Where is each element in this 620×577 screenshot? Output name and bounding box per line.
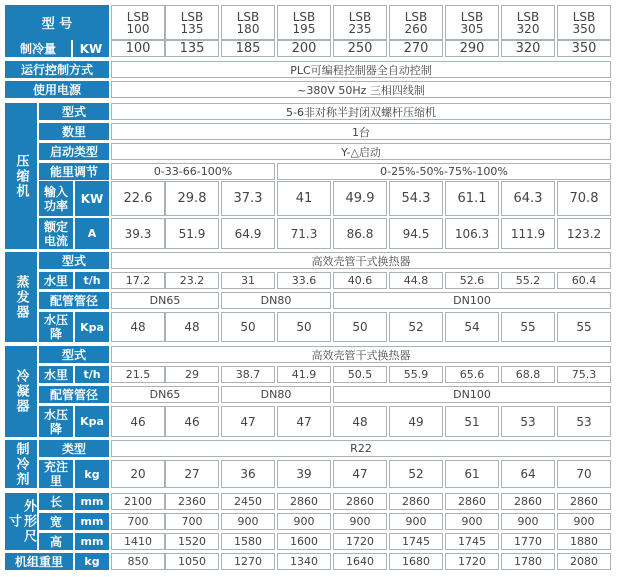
model-number: 180: [236, 21, 260, 36]
model-series: LSB: [180, 9, 204, 24]
cond-flow-unit: t/h: [75, 366, 109, 383]
control-value: PLC可编程控制器全自动控制: [111, 61, 611, 78]
compressor-type-value: 5-6非对称半封闭双螺杆压缩机: [111, 103, 611, 120]
length-value-1: 2360: [165, 493, 219, 510]
cooling-value-8: 350: [557, 40, 611, 57]
length-value-6: 2860: [445, 493, 499, 510]
compressor-type-label: 型式: [39, 103, 109, 120]
charge-unit: kg: [75, 460, 109, 488]
cond-dp-value-0: 46: [111, 406, 165, 437]
length-value-8: 2860: [557, 493, 611, 510]
rated-current-unit: A: [75, 218, 109, 249]
input-power-value-0: 22.6: [111, 181, 165, 216]
evap-flow-value-2: 31: [221, 272, 275, 289]
condenser-group-label: 冷凝器: [5, 346, 37, 437]
cooling-value-4: 250: [333, 40, 387, 57]
length-value-4: 2860: [333, 493, 387, 510]
length-value-5: 2860: [389, 493, 443, 510]
cond-flow-label: 水里: [39, 366, 73, 383]
condenser-type-value: 高效壳管干式换热器: [111, 346, 611, 363]
power-supply-label: 使用电源: [5, 81, 109, 98]
weight-value-1: 1050: [165, 553, 219, 570]
evap-dp-value-3: 50: [277, 312, 331, 342]
input-power-value-6: 61.1: [445, 181, 499, 216]
weight-value-5: 1680: [389, 553, 443, 570]
model-cell-2: [221, 5, 275, 40]
cond-flow-value-0: 21.5: [111, 366, 165, 383]
model-cell-1: [165, 5, 219, 40]
cond-pipe-b: DN80: [221, 386, 331, 403]
height-label: 高: [39, 533, 73, 550]
model-series: LSB: [348, 9, 372, 24]
charge-value-0: 20: [111, 460, 165, 488]
model-series: LSB: [236, 9, 260, 24]
width-value-3: 900: [277, 513, 331, 530]
model-cell-4: [333, 5, 387, 40]
model-number: 195: [292, 21, 316, 36]
model-number: 305: [460, 21, 484, 36]
weight-unit: kg: [75, 553, 109, 570]
evaporator-type-label: 型式: [39, 252, 109, 269]
cooling-value-6: 290: [445, 40, 499, 57]
evap-flow-value-4: 40.6: [333, 272, 387, 289]
height-value-1: 1520: [165, 533, 219, 550]
cond-pipe-a: DN65: [111, 386, 219, 403]
evap-dp-value-7: 55: [501, 312, 555, 342]
evap-dp-value-8: 55: [557, 312, 611, 342]
evap-dp-value-1: 48: [165, 312, 219, 342]
compressor-group-label: 压缩机: [5, 103, 37, 249]
cond-flow-value-5: 55.9: [389, 366, 443, 383]
cooling-value-2: 185: [221, 40, 275, 57]
rated-current-value-8: 123.2: [557, 218, 611, 249]
cond-pipe-label: 配管管径: [39, 386, 109, 403]
charge-value-8: 70: [557, 460, 611, 488]
evaporator-type-value: 高效壳管干式换热器: [111, 252, 611, 269]
cond-dp-value-8: 53: [557, 406, 611, 437]
length-value-0: 2100: [111, 493, 165, 510]
cond-dp-value-2: 47: [221, 406, 275, 437]
evap-flow-value-0: 17.2: [111, 272, 165, 289]
rated-current-value-7: 111.9: [501, 218, 555, 249]
cond-dp-value-4: 48: [333, 406, 387, 437]
model-cell-6: [445, 5, 499, 40]
weight-value-8: 2080: [557, 553, 611, 570]
refrigerant-type-value: R22: [111, 440, 611, 457]
model-cell-7: [501, 5, 555, 40]
evaporator-group-label: 蒸发器: [5, 252, 37, 342]
height-value-2: 1580: [221, 533, 275, 550]
evap-dp-unit: Kpa: [75, 312, 109, 342]
evap-flow-value-8: 60.4: [557, 272, 611, 289]
compressor-start-value: Y-△启动: [111, 143, 611, 160]
evap-flow-unit: t/h: [75, 272, 109, 289]
cond-flow-value-8: 75.3: [557, 366, 611, 383]
cond-flow-value-2: 38.7: [221, 366, 275, 383]
rated-current-value-4: 86.8: [333, 218, 387, 249]
weight-value-4: 1640: [333, 553, 387, 570]
control-label: 运行控制方式: [5, 61, 109, 78]
charge-value-1: 27: [165, 460, 219, 488]
model-number: 235: [348, 21, 372, 36]
refrigerant-type-label: 类型: [39, 440, 109, 457]
width-value-7: 900: [501, 513, 555, 530]
compressor-start-label: 启动类型: [39, 143, 109, 160]
length-value-7: 2860: [501, 493, 555, 510]
model-series: LSB: [126, 9, 150, 24]
dimensions-group-label: 外形尺寸: [5, 493, 37, 550]
rated-current-value-6: 106.3: [445, 218, 499, 249]
length-value-3: 2860: [277, 493, 331, 510]
model-series: LSB: [460, 9, 484, 24]
cond-dp-value-1: 46: [165, 406, 219, 437]
input-power-value-7: 64.3: [501, 181, 555, 216]
width-value-1: 700: [165, 513, 219, 530]
evap-pipe-a: DN65: [111, 292, 219, 309]
evap-flow-value-3: 33.6: [277, 272, 331, 289]
cond-flow-value-3: 41.9: [277, 366, 331, 383]
weight-value-2: 1270: [221, 553, 275, 570]
capacity-label: 能里调节: [39, 163, 109, 180]
cond-flow-value-1: 29: [165, 366, 219, 383]
input-power-value-8: 70.8: [557, 181, 611, 216]
charge-value-6: 61: [445, 460, 499, 488]
width-value-4: 900: [333, 513, 387, 530]
model-number: 135: [180, 21, 204, 36]
refrigerant-group-label: 制冷剂: [5, 440, 37, 488]
capacity-value-a: 0-33-66-100%: [111, 163, 275, 180]
model-series: LSB: [572, 9, 596, 24]
width-unit: mm: [75, 513, 109, 530]
cooling-unit: KW: [73, 40, 109, 57]
charge-label: 充注里: [39, 460, 73, 488]
width-label: 宽: [39, 513, 73, 530]
height-value-3: 1600: [277, 533, 331, 550]
model-number: 260: [404, 21, 428, 36]
power-supply-value: ~380V 50Hz 三相四线制: [111, 81, 611, 98]
model-number: 350: [572, 21, 596, 36]
height-value-8: 1880: [557, 533, 611, 550]
evap-pipe-c: DN100: [333, 292, 611, 309]
rated-current-value-5: 94.5: [389, 218, 443, 249]
width-value-6: 900: [445, 513, 499, 530]
input-power-value-3: 41: [277, 181, 331, 216]
evap-dp-value-4: 50: [333, 312, 387, 342]
input-power-label: 输入功率: [39, 181, 73, 216]
length-value-2: 2450: [221, 493, 275, 510]
model-series: LSB: [292, 9, 316, 24]
evap-flow-value-1: 23.2: [165, 272, 219, 289]
cond-dp-value-6: 51: [445, 406, 499, 437]
height-unit: mm: [75, 533, 109, 550]
evap-pipe-label: 配管管径: [39, 292, 109, 309]
weight-value-7: 1780: [501, 553, 555, 570]
input-power-unit: KW: [75, 181, 109, 216]
weight-label: 机组重里: [5, 553, 73, 570]
rated-current-value-3: 71.3: [277, 218, 331, 249]
model-series: LSB: [516, 9, 540, 24]
weight-value-3: 1340: [277, 553, 331, 570]
charge-value-7: 64: [501, 460, 555, 488]
height-value-0: 1410: [111, 533, 165, 550]
cond-dp-value-3: 47: [277, 406, 331, 437]
compressor-qty-value: 1台: [111, 123, 611, 140]
compressor-qty-label: 数里: [39, 123, 109, 140]
charge-value-4: 47: [333, 460, 387, 488]
evap-dp-value-0: 48: [111, 312, 165, 342]
model-cell-3: [277, 5, 331, 40]
height-value-5: 1745: [389, 533, 443, 550]
cond-flow-value-7: 68.8: [501, 366, 555, 383]
model-number: 100: [126, 21, 150, 36]
rated-current-value-0: 39.3: [111, 218, 165, 249]
charge-value-3: 39: [277, 460, 331, 488]
cond-dp-value-7: 53: [501, 406, 555, 437]
evap-flow-value-5: 44.8: [389, 272, 443, 289]
cond-dp-value-5: 49: [389, 406, 443, 437]
evap-flow-value-6: 52.6: [445, 272, 499, 289]
cooling-value-3: 200: [277, 40, 331, 57]
cond-pipe-c: DN100: [333, 386, 611, 403]
charge-value-2: 36: [221, 460, 275, 488]
cond-dp-label: 水压降: [39, 406, 73, 437]
capacity-value-b: 0-25%-50%-75%-100%: [277, 163, 611, 180]
evap-dp-value-5: 52: [389, 312, 443, 342]
cooling-value-5: 270: [389, 40, 443, 57]
cooling-value-7: 320: [501, 40, 555, 57]
height-value-4: 1720: [333, 533, 387, 550]
width-value-8: 900: [557, 513, 611, 530]
height-value-7: 1770: [501, 533, 555, 550]
width-value-0: 700: [111, 513, 165, 530]
cond-flow-value-6: 65.6: [445, 366, 499, 383]
height-value-6: 1745: [445, 533, 499, 550]
weight-value-0: 850: [111, 553, 165, 570]
rated-current-value-1: 51.9: [165, 218, 219, 249]
width-value-5: 900: [389, 513, 443, 530]
rated-current-label: 额定电流: [39, 218, 73, 249]
length-label: 长: [39, 493, 73, 510]
evap-dp-label: 水压降: [39, 312, 73, 342]
model-cell-5: [389, 5, 443, 40]
input-power-value-1: 29.8: [165, 181, 219, 216]
cooling-value-1: 135: [165, 40, 219, 57]
rated-current-value-2: 64.9: [221, 218, 275, 249]
model-cell-0: [111, 5, 165, 40]
cond-dp-unit: Kpa: [75, 406, 109, 437]
model-series: LSB: [404, 9, 428, 24]
charge-value-5: 52: [389, 460, 443, 488]
cond-flow-value-4: 50.5: [333, 366, 387, 383]
evap-dp-value-6: 54: [445, 312, 499, 342]
input-power-value-5: 54.3: [389, 181, 443, 216]
evap-flow-value-7: 55.2: [501, 272, 555, 289]
cooling-value-0: 100: [111, 40, 165, 57]
model-cell-8: [557, 5, 611, 40]
input-power-value-2: 37.3: [221, 181, 275, 216]
evap-dp-value-2: 50: [221, 312, 275, 342]
length-unit: mm: [75, 493, 109, 510]
condenser-type-label: 型式: [39, 346, 109, 363]
evap-flow-label: 水里: [39, 272, 73, 289]
model-number: 320: [516, 21, 540, 36]
cooling-label: 制冷量: [5, 40, 71, 57]
weight-value-6: 1720: [445, 553, 499, 570]
input-power-value-4: 49.9: [333, 181, 387, 216]
width-value-2: 900: [221, 513, 275, 530]
evap-pipe-b: DN80: [221, 292, 331, 309]
model-header-label: 型 号: [5, 5, 109, 40]
